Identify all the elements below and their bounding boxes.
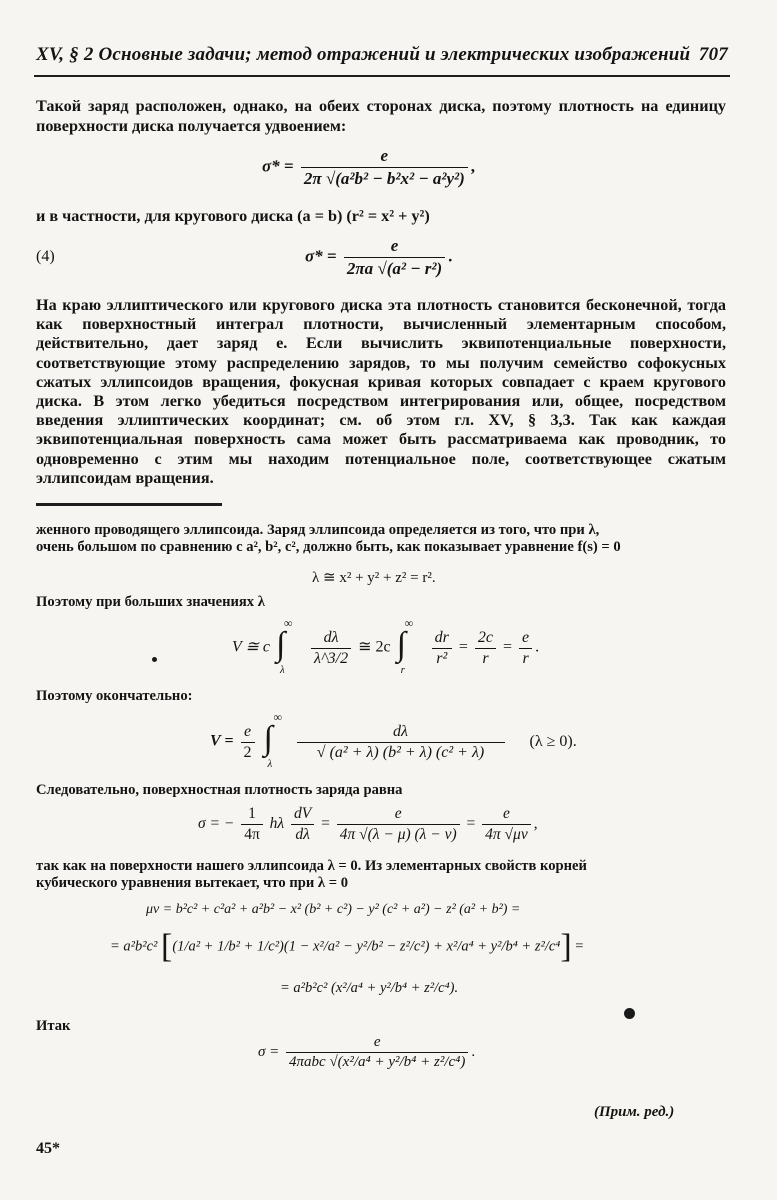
equation-lambda-approx: λ ≅ x² + y² + z² = r². xyxy=(312,570,436,586)
footnote-line-3: Поэтому при больших значениях λ xyxy=(36,594,265,610)
page-number: 707 xyxy=(698,44,728,65)
equation-sigma-ellipse: σ* = $\frac{e}{\text{2π √(a²b² − b²x² − a²y²)}}$ , xyxy=(262,146,476,188)
paragraph-1: Такой заряд расположен, однако, на обеих сторонах диска, поэтому плотность на единицу поверхности диска получается удвоением: xyxy=(36,97,726,135)
header-title: XV, § 2 Основные задачи; метод отражений и электрических изображений xyxy=(36,44,691,65)
ink-blot xyxy=(624,1008,635,1019)
equation-mu-nu-result: = a²b²c² (x²/a⁴ + y²/b⁴ + z²/c⁴). xyxy=(280,980,459,996)
paragraph-2: и в частности, для кругового диска (a = b) (r² = x² + y²) xyxy=(36,207,430,225)
footnote-rule xyxy=(36,503,222,506)
signature-mark: 45* xyxy=(36,1140,60,1157)
equation-potential-final: V = $\frac{e}{2}$ ∞ ∫ λ $\frac{d\lambda}{\text{√ (a² + λ) (b² + λ) (c² + λ)}}$ (λ ≥ 0). xyxy=(210,710,577,770)
equation-4-label: (4) xyxy=(36,248,55,265)
footnote-line-4: Поэтому окончательно: xyxy=(36,688,193,704)
footnote-line-8: Итак xyxy=(36,1018,71,1034)
editor-note: (Прим. ред.) xyxy=(594,1104,675,1120)
footnote-line-6: так как на поверхности нашего эллипсоида λ = 0. Из элементарных свойств корней xyxy=(36,858,587,874)
integral-sign: ∞ ∫ λ xyxy=(276,616,293,676)
paragraph-3: На краю эллиптического или кругового диска эта плотность становится бесконечной, тогда как поверхностный интеграл плотности, вычисленный элементарным способом, действительно, дает заряд e. Если вычислить эквипотенциальные поверхности, соответствующие этому распределению зарядов, то мы получим семейство софокусных сжатых эллипсоидов вращения, фокусная кривая которых совпадает с краем кругового диска. В этом легко убедиться посредством интегрирования или, общее, посредством введения эллиптических координат; см. об этом гл. XV, § 3,3. Так как каждая эквипотенциальная поверхность сама может быть рассматриваема как проводник, то одновременно с этим мы находим потенциальное поле, соответствующее сжатым эллипсоидам вращения. xyxy=(36,296,726,487)
footnote-line-7: кубического уравнения вытекает, что при λ = 0 xyxy=(36,875,348,891)
equation-potential-asymptotic: V ≅ c ∞ ∫ λ $\frac{d\lambda}{\lambda\^{}3/2}$ ≅ 2c ∞ ∫ r $\frac{dr}{\text{r²}}$ = $\frac{2c}{r}$ = $\frac{e}{r}$ . xyxy=(232,616,540,676)
running-header xyxy=(36,44,728,66)
equation-mu-nu-expanded: = a²b²c² [(1/a² + 1/b² + 1/c²)(1 − x²/a² − y²/b² − z²/c²) + x²/a⁴ + y²/b⁴ + z²/c⁴] = xyxy=(110,928,584,965)
footnote-line-1: женного проводящего эллипсоида. Заряд эллипсоида определяется из того, что при λ, xyxy=(36,522,600,538)
equation-4: σ* = $\frac{e}{\text{2πa √(a² − r²)}}$ . xyxy=(305,236,453,278)
integral-sign: ∞ ∫ λ xyxy=(263,710,283,770)
ink-speck xyxy=(152,657,157,662)
equation-sigma-final: σ = $\frac{e}{\text{4πabc √(x²/a⁴ + y²/b⁴ + z²/c⁴)}}$ . xyxy=(258,1034,476,1070)
footnote-line-5: Следовательно, поверхностная плотность заряда равна xyxy=(36,782,403,798)
footnote-line-2: очень большом по сравнению с a², b², c², должно быть, как показывает уравнение f(s) = 0 xyxy=(36,539,621,555)
header-rule xyxy=(34,75,730,77)
integral-sign: ∞ ∫ r xyxy=(396,616,414,676)
equation-surface-density: σ = − $\frac{1}{4\pi}$ hλ $\frac{dV}{d\lambda}$ = $\frac{e}{4\pi √(\lambda - \mu) (\lambda - \nu)}$ = $\frac{e}{4\pi √\mu\nu}$ , xyxy=(198,805,538,843)
equation-mu-nu: μν = b²c² + c²a² + a²b² − x² (b² + c²) − y² (c² + a²) − z² (a² + b²) = xyxy=(146,902,521,917)
